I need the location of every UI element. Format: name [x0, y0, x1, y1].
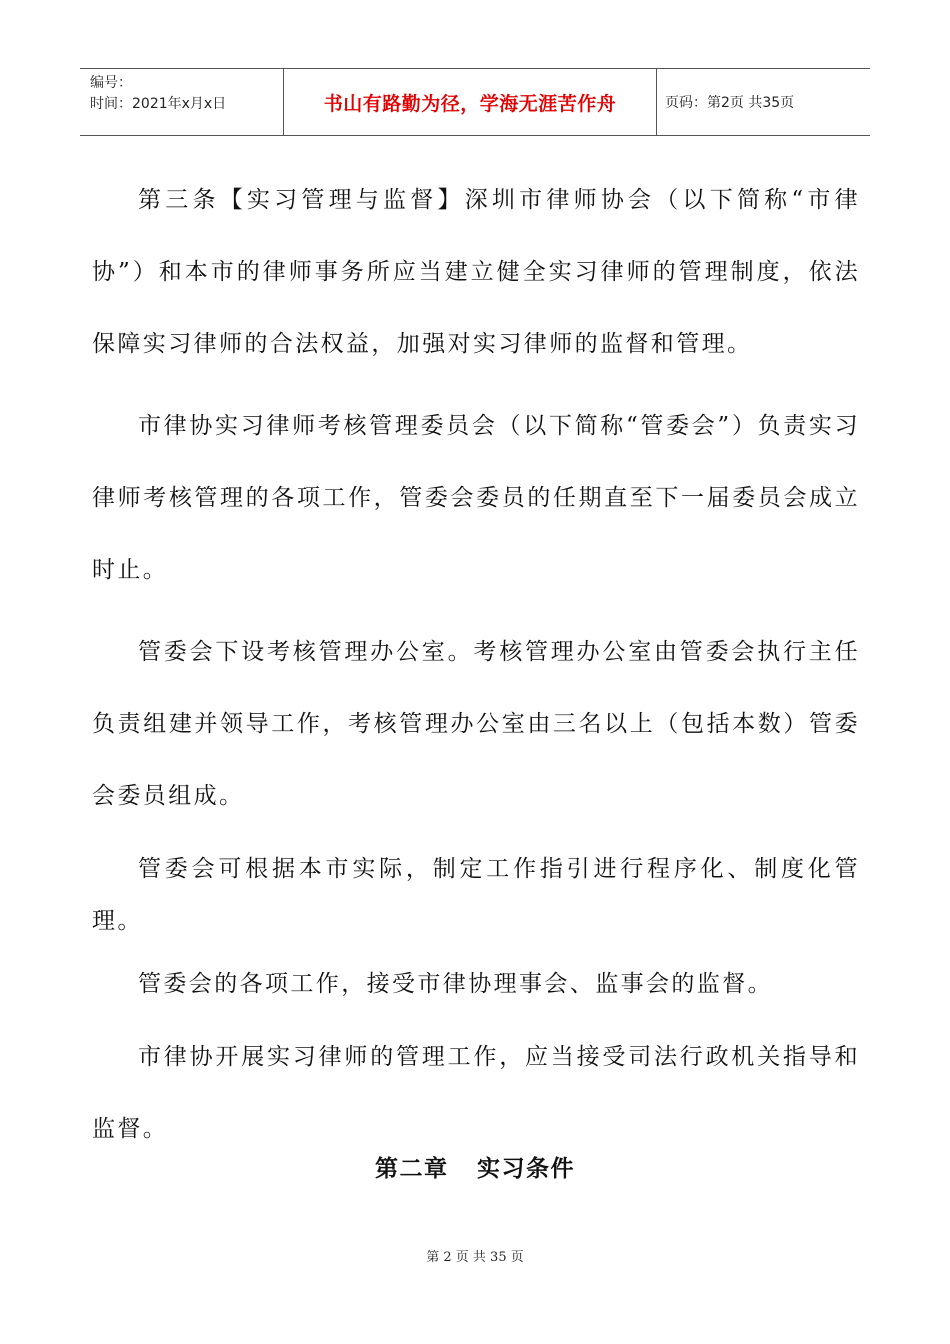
page-header: [80, 68, 870, 136]
paragraph-guidelines: 管委会可根据本市实际，制定工作指引进行程序化、制度化管理。: [92, 856, 860, 934]
document-body: [92, 164, 860, 1165]
paragraph-committee: 市律协实习律师考核管理委员会（以下简称“管委会”）负责实习律师考核管理的各项工作，管委会委员的任期直至下一届委员会成立时止。: [92, 413, 860, 583]
header-motto: 书山有路勤为径，学海无涯苦作舟: [283, 69, 657, 135]
paragraph-article-3: 第三条【实习管理与监督】深圳市律师协会（以下简称“市律协”）和本市的律师事务所应当建立健全实习律师的管理制度，依法保障实习律师的合法权益，加强对实习律师的监督和管理。: [92, 187, 860, 357]
header-page-info: 页码：第2页 共35页: [665, 95, 795, 111]
document-number-label: 编号：: [90, 75, 132, 91]
header-meta: [80, 69, 283, 135]
paragraph-supervision: 管委会的各项工作，接受市律协理事会、监事会的监督。: [138, 971, 773, 997]
chapter-title: 第二章 实习条件: [374, 1156, 576, 1182]
document-date: 时间：2021年x月x日: [90, 96, 227, 112]
paragraph-office: 管委会下设考核管理办公室。考核管理办公室由管委会执行主任负责组建并领导工作，考核管理办公室由三名以上（包括本数）管委会委员组成。: [92, 639, 860, 809]
paragraph-guidance: 市律协开展实习律师的管理工作，应当接受司法行政机关指导和监督。: [92, 1044, 860, 1142]
page-footer: 第 2 页 共 35 页: [426, 1250, 524, 1265]
